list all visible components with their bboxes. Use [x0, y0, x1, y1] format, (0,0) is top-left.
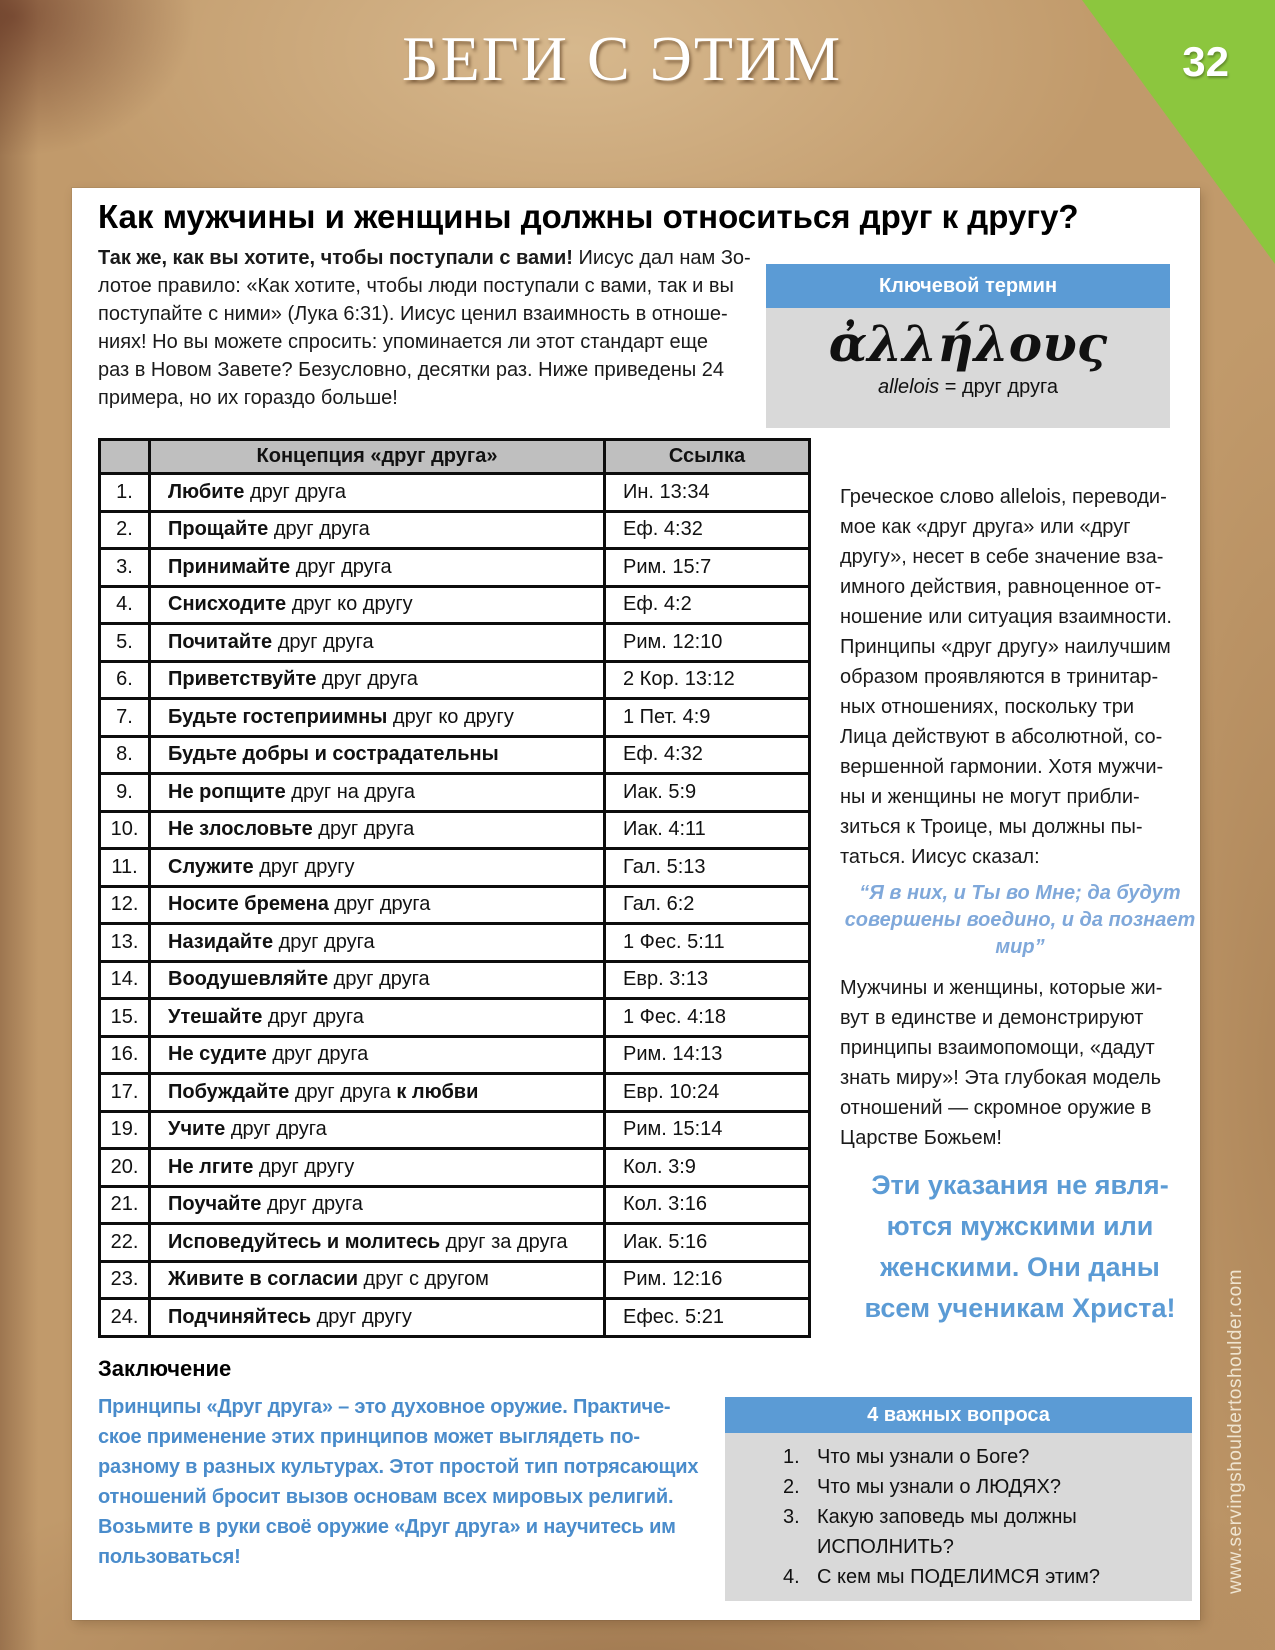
concept-verb: Учите [168, 1118, 226, 1141]
concept-rest: друг друга [328, 968, 430, 991]
question-number: 2. [783, 1476, 800, 1498]
row-concept [150, 549, 605, 587]
text-line: Принципы «друг другу» наилучшим [840, 636, 1171, 658]
row-reference: Рим. 14:13 [605, 1036, 810, 1074]
row-concept [150, 1074, 605, 1112]
row-reference: Еф. 4:32 [605, 511, 810, 549]
concept-rest: друг друга [273, 930, 375, 953]
concept-rest: друг друга [225, 1118, 327, 1141]
conclusion-line: отношений бросит вызов основам всех мировых религий. [98, 1486, 674, 1508]
questions-list [725, 1433, 1192, 1601]
intro-bold-lead: Так же, как вы хотите, чтобы поступали с вами! [98, 247, 573, 269]
row-number: 6. [100, 661, 150, 699]
text-line: Греческое слово allelois, переводи- [840, 486, 1167, 508]
text-line: Царстве Божьем! [840, 1127, 1002, 1149]
question-item [725, 1562, 1192, 1592]
quote-line: совершены воедино, и да познает [844, 909, 1196, 931]
page-number: 32 [1182, 38, 1229, 85]
row-concept [150, 886, 605, 924]
row-number: 10. [100, 811, 150, 849]
row-reference: Еф. 4:2 [605, 586, 810, 624]
row-number: 7. [100, 699, 150, 737]
concept-rest: друг друга [244, 480, 346, 503]
concept-verb: Поучайте [168, 1193, 262, 1216]
intro-line: лотое правило: «Как хотите, чтобы люди поступали с вами, так и вы [98, 275, 734, 297]
concept-rest: друг ко другу [286, 593, 413, 616]
concept-verb: Подчиняйтесь [168, 1305, 312, 1328]
concept-verb: Воодушевляйте [168, 968, 329, 991]
header-number-cell [100, 440, 150, 474]
conclusion-line: разному в разных культурах. Этот простой тип потрясающих [98, 1456, 699, 1478]
row-concept [150, 699, 605, 737]
scripture-quote [840, 880, 1200, 961]
question-text: Какую заповедь мы должны ИСПОЛНИТЬ? [817, 1506, 1077, 1558]
row-number: 24. [100, 1299, 150, 1337]
table-row [100, 961, 810, 999]
intro-line: поступайте с ними» (Лука 6:31). Иисус ценил взаимность в отноше- [98, 303, 728, 325]
concept-rest: друг друга [316, 668, 418, 691]
row-number: 21. [100, 1186, 150, 1224]
concept-verb: Приветствуйте [168, 668, 317, 691]
text-line: Лица действуют в абсолютной, со- [840, 726, 1163, 748]
text-line: ношение или ситуация взаимности. [840, 606, 1172, 628]
table-row [100, 849, 810, 887]
table-row [100, 886, 810, 924]
text-line: мое как «друг друга» или «друг [840, 516, 1131, 538]
row-reference: Кол. 3:9 [605, 1149, 810, 1187]
table-row [100, 1186, 810, 1224]
row-number: 11. [100, 849, 150, 887]
row-concept [150, 1224, 605, 1262]
table-row [100, 586, 810, 624]
row-number: 16. [100, 1036, 150, 1074]
site-url: www.servingshouldertoshoulder.com [1225, 1269, 1246, 1594]
row-reference: Евр. 10:24 [605, 1074, 810, 1112]
intro-line: ниях! Но вы можете спросить: упоминается ли этот стандарт еще [98, 331, 708, 353]
transliteration: allelois [878, 376, 940, 398]
row-number: 15. [100, 999, 150, 1037]
row-concept [150, 1186, 605, 1224]
row-concept [150, 811, 605, 849]
concept-bold-tail: к любви [396, 1080, 479, 1103]
row-concept [150, 849, 605, 887]
table-row [100, 474, 810, 512]
concept-verb: Живите в согласии [168, 1268, 358, 1291]
concept-rest: друг другу [253, 855, 355, 878]
concept-verb: Не злословьте [168, 818, 313, 841]
conclusion-paragraph [98, 1392, 698, 1572]
row-reference: Рим. 15:7 [605, 549, 810, 587]
concept-rest: друг ко другу [387, 705, 514, 728]
row-reference: 1 Фес. 4:18 [605, 999, 810, 1037]
row-number: 22. [100, 1224, 150, 1262]
question-number: 1. [783, 1446, 800, 1468]
table-row [100, 549, 810, 587]
emphasis-line: Эти указания не явля- [871, 1170, 1169, 1200]
header-concept-cell: Концепция «друг друга» [150, 440, 605, 474]
table-row [100, 774, 810, 812]
concept-verb: Снисходите [168, 593, 287, 616]
row-reference: Евр. 3:13 [605, 961, 810, 999]
one-another-table [98, 438, 811, 1338]
definition-rest: = друг друга [939, 376, 1058, 398]
row-concept [150, 586, 605, 624]
row-number: 17. [100, 1074, 150, 1112]
intro-lines [98, 272, 751, 412]
greek-explanation-paragraph [840, 482, 1200, 872]
concept-rest: друг друга [268, 518, 370, 541]
concept-verb: Побуждайте [168, 1080, 290, 1103]
table-row [100, 1111, 810, 1149]
table-row [100, 1299, 810, 1337]
question-item [725, 1442, 1192, 1472]
row-concept [150, 961, 605, 999]
row-reference: Рим. 12:10 [605, 624, 810, 662]
question-text: Что мы узнали о ЛЮДЯХ? [817, 1476, 1061, 1498]
concept-verb: Утешайте [168, 1005, 263, 1028]
concept-verb: Принимайте [168, 555, 291, 578]
key-term-header: Ключевой термин [766, 264, 1170, 308]
intro-line: примера, но их гораздо больше! [98, 387, 398, 409]
concept-rest: друг друга [289, 1080, 397, 1103]
right-column [840, 482, 1200, 1329]
table-row [100, 1149, 810, 1187]
row-reference: Ефес. 5:21 [605, 1299, 810, 1337]
text-line: имного действия, равноценное от- [840, 576, 1162, 598]
row-number: 2. [100, 511, 150, 549]
intro-paragraph [98, 244, 751, 412]
questions-panel [725, 1397, 1192, 1601]
row-concept [150, 511, 605, 549]
table-row [100, 999, 810, 1037]
concept-verb: Почитайте [168, 630, 273, 653]
concept-rest: друг другу [253, 1155, 355, 1178]
concept-rest: друг другу [311, 1305, 412, 1328]
text-line: вершенной гармонии. Хотя мужчи- [840, 756, 1164, 778]
quote-line: “Я в них, и Ты во Мне; да будут [859, 882, 1181, 904]
text-line: ных отношениях, поскольку три [840, 696, 1135, 718]
row-concept [150, 474, 605, 512]
row-concept [150, 1036, 605, 1074]
key-term-panel [766, 264, 1170, 428]
conclusion-line: ское применение этих принципов может выглядеть по- [98, 1426, 640, 1448]
row-concept [150, 1299, 605, 1337]
intro-line [98, 244, 751, 272]
table-row [100, 1036, 810, 1074]
row-concept [150, 661, 605, 699]
questions-header: 4 важных вопроса [725, 1397, 1192, 1433]
text-line: таться. Иисус сказал: [840, 846, 1040, 868]
concept-verb: Не лгите [168, 1155, 254, 1178]
text-line: вут в единстве и демонстрируют [840, 1007, 1144, 1029]
article-heading: Как мужчины и женщины должны относиться друг к другу? [98, 198, 1079, 235]
row-number: 20. [100, 1149, 150, 1187]
row-number: 8. [100, 736, 150, 774]
table-row [100, 736, 810, 774]
header-reference-cell: Ссылка [605, 440, 810, 474]
concept-verb: Исповедуйтесь и молитесь [168, 1230, 441, 1253]
concept-rest: друг друга [328, 893, 431, 916]
row-reference: 1 Пет. 4:9 [605, 699, 810, 737]
emphasis-line: женскими. Они даны [880, 1252, 1160, 1282]
concept-verb: Будьте гостеприимны [168, 705, 388, 728]
concept-rest: друг друга [266, 1043, 369, 1066]
row-number: 5. [100, 624, 150, 662]
row-concept [150, 774, 605, 812]
concept-rest: друг друга [261, 1193, 363, 1216]
row-number: 9. [100, 774, 150, 812]
row-concept [150, 999, 605, 1037]
intro-line1-rest: Иисус дал нам Зо- [572, 247, 751, 269]
intro-line: раз в Новом Завете? Безусловно, десятки раз. Ниже приведены 24 [98, 359, 725, 381]
concept-verb: Прощайте [168, 518, 269, 541]
text-line: отношений — скромное оружие в [840, 1097, 1152, 1119]
emphasis-line: всем ученикам Христа! [864, 1293, 1176, 1323]
row-concept [150, 1149, 605, 1187]
concept-rest: друг с другом [358, 1268, 489, 1291]
table-row [100, 661, 810, 699]
conclusion-line: пользоваться! [98, 1546, 241, 1568]
row-number: 19. [100, 1111, 150, 1149]
concept-verb: Любите [168, 480, 245, 503]
unity-paragraph [840, 973, 1200, 1153]
row-reference: Иак. 5:9 [605, 774, 810, 812]
text-line: принципы взаимопомощи, «дадут [840, 1037, 1155, 1059]
text-line: знать миру»! Эта глубокая модель [840, 1067, 1161, 1089]
row-reference: Кол. 3:16 [605, 1186, 810, 1224]
row-reference: Гал. 5:13 [605, 849, 810, 887]
question-item [725, 1472, 1192, 1502]
row-reference: Гал. 6:2 [605, 886, 810, 924]
emphasis-line: ются мужскими или [886, 1211, 1154, 1241]
row-concept [150, 624, 605, 662]
row-reference: Иак. 5:16 [605, 1224, 810, 1262]
table-row [100, 811, 810, 849]
row-concept [150, 924, 605, 962]
concept-verb: Не судите [168, 1043, 267, 1066]
table-row [100, 699, 810, 737]
row-reference: 2 Кор. 13:12 [605, 661, 810, 699]
conclusion-heading: Заключение [98, 1356, 232, 1381]
row-reference: Рим. 15:14 [605, 1111, 810, 1149]
table-row [100, 1224, 810, 1262]
question-text: С кем мы ПОДЕЛИМСЯ этим? [817, 1566, 1101, 1588]
row-number: 1. [100, 474, 150, 512]
row-number: 23. [100, 1261, 150, 1299]
table-header-row [100, 440, 810, 474]
conclusion-line: Принципы «Друг друга» – это духовное оружие. Практиче- [98, 1396, 671, 1418]
question-number: 3. [783, 1506, 800, 1528]
concept-rest: друг друга [272, 630, 374, 653]
text-line: зиться к Троице, мы должны пы- [840, 816, 1143, 838]
question-text: Что мы узнали о Боге? [817, 1446, 1030, 1468]
key-term-definition [766, 376, 1170, 399]
row-number: 3. [100, 549, 150, 587]
row-concept [150, 1261, 605, 1299]
row-concept [150, 1111, 605, 1149]
concept-rest: друг друга [312, 818, 415, 841]
text-line: ны и женщины не могут прибли- [840, 786, 1140, 808]
table-row [100, 624, 810, 662]
row-reference: 1 Фес. 5:11 [605, 924, 810, 962]
concept-verb: Служите [168, 855, 254, 878]
row-concept [150, 736, 605, 774]
row-reference: Рим. 12:16 [605, 1261, 810, 1299]
concept-rest: друг друга [262, 1005, 364, 1028]
table-row [100, 511, 810, 549]
text-line: образом проявляются в тринитар- [840, 666, 1159, 688]
quote-line: мир” [995, 936, 1045, 958]
table-row [100, 1074, 810, 1112]
question-item [725, 1502, 1192, 1562]
text-line: Мужчины и женщины, которые жи- [840, 977, 1163, 999]
row-number: 4. [100, 586, 150, 624]
row-number: 13. [100, 924, 150, 962]
concept-rest: друг друга [290, 555, 392, 578]
table-row [100, 924, 810, 962]
row-reference: Иак. 4:11 [605, 811, 810, 849]
content-card [72, 188, 1200, 1620]
concept-verb: Назидайте [168, 930, 274, 953]
question-number: 4. [783, 1566, 800, 1588]
concept-verb: Носите бремена [168, 893, 329, 916]
concept-rest: друг за друга [440, 1230, 568, 1253]
concept-rest: друг на друга [285, 780, 415, 803]
page-title: БЕГИ С ЭТИМ [401, 23, 843, 94]
row-number: 12. [100, 886, 150, 924]
greek-word: ἀλλήλους [828, 314, 1108, 373]
key-term-body [766, 308, 1170, 428]
emphasis-statement [840, 1165, 1200, 1329]
row-number: 14. [100, 961, 150, 999]
concept-verb: Будьте добры и сострадательны [168, 743, 499, 766]
concept-verb: Не ропщите [168, 780, 286, 803]
row-reference: Еф. 4:32 [605, 736, 810, 774]
table-row [100, 1261, 810, 1299]
row-reference: Ин. 13:34 [605, 474, 810, 512]
conclusion-line: Возьмите в руки своё оружие «Друг друга» и научитесь им [98, 1516, 676, 1538]
text-line: другу», несет в себе значение вза- [840, 546, 1164, 568]
